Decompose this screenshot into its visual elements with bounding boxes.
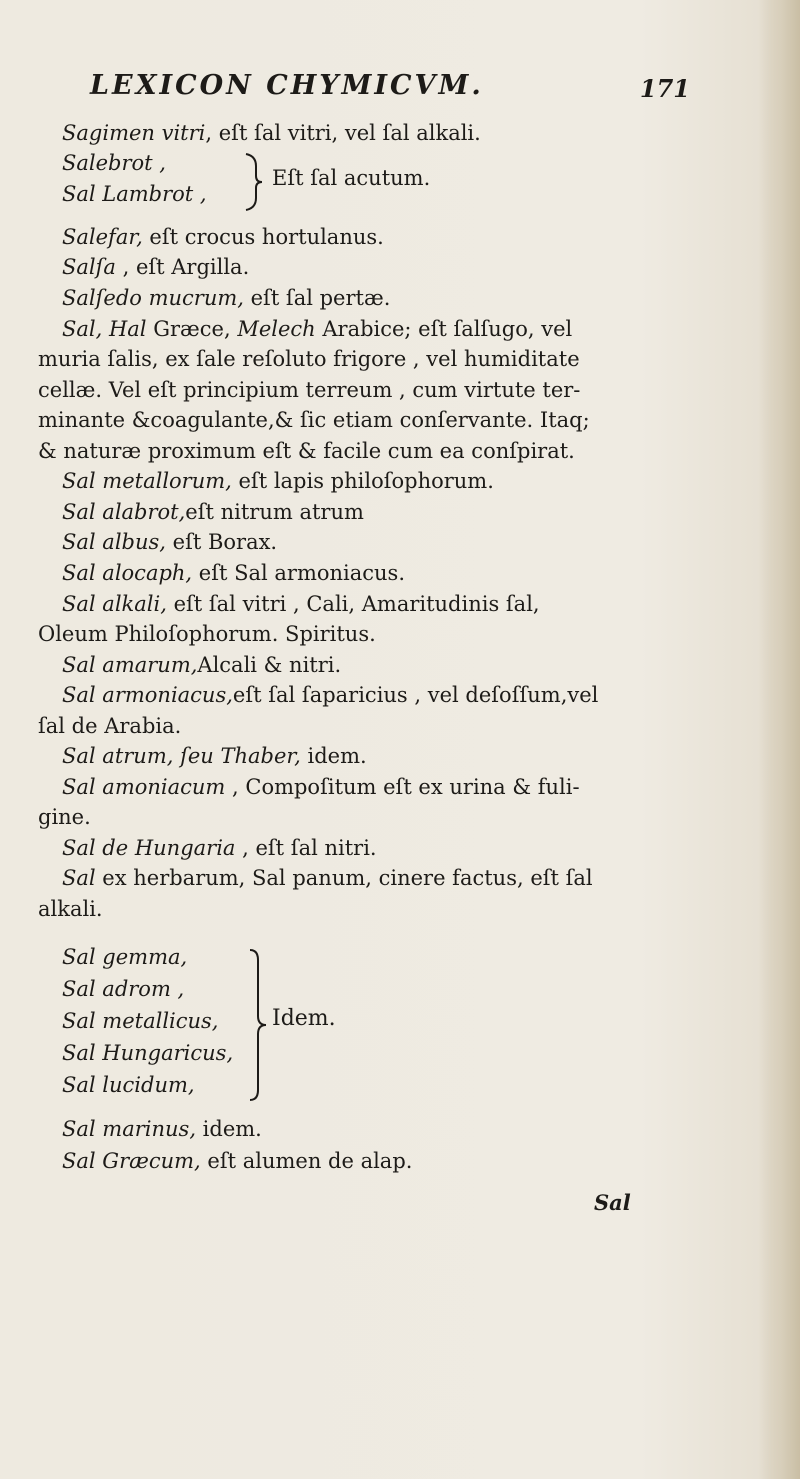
entry-text: eſt ſal vitri , Cali, Amaritudinis ſal, (166, 592, 540, 616)
entry-sal-armoniacus (62, 680, 598, 710)
entry-continuation: gine. (38, 805, 91, 829)
entry-text: , eſt Argilla. (115, 255, 250, 279)
entry-text: idem. (196, 1117, 262, 1141)
entry-term: Salefar, (62, 225, 143, 249)
brace-group-acutum (62, 148, 462, 218)
curly-brace-icon (242, 152, 264, 212)
entry-term: Sagimen vitri (62, 121, 206, 145)
brace-term: Salebrot , (62, 151, 166, 175)
entry-sal-amoniacum (62, 772, 580, 802)
entry-term: Sal atrum, ſeu Thaber, (62, 744, 301, 768)
entry-term: Salſedo mucrum, (62, 286, 244, 310)
entry-sal-alabrot (62, 497, 364, 527)
curly-brace-icon (248, 948, 270, 1102)
entry-text: ex herbarum, Sal panum, cinere factus, eſt ſal (95, 866, 593, 890)
entry-continuation: minante &coagulante,& ſic etiam conſervante. Itaq; (38, 408, 590, 432)
entry-text: idem. (300, 744, 367, 768)
entry-text: , Compoſitum eſt ex urina & fuli- (225, 775, 580, 799)
brace-definition: Eſt ſal acutum. (272, 166, 431, 190)
entry-sal-alocaph (62, 558, 405, 588)
entry-continuation: Oleum Philoſophorum. Spiritus. (38, 622, 376, 646)
entry-salsedo (62, 283, 390, 313)
entry-sal-amarum (62, 650, 341, 680)
brace-term: Sal adrom , (62, 977, 185, 1001)
page-edge-shadow (758, 0, 800, 1479)
entry-term: Sal albus, (62, 530, 166, 554)
entry-continuation: cellæ. Vel eſt principium terreum , cum virtute ter- (38, 378, 581, 402)
entry-text: eſt lapis philoſophorum. (231, 469, 494, 493)
entry-text: , eſt ſal nitri. (235, 836, 377, 860)
entry-text: eſt Sal armoniacus. (192, 561, 406, 585)
entry-text: Arabice; eſt ſalſugo, vel (315, 317, 573, 341)
brace-definition: Idem. (272, 1006, 336, 1031)
entry-text: eſt alumen de alap. (200, 1149, 413, 1173)
entry-term: Sal alocaph, (62, 561, 193, 585)
entry-text: eſt crocus hortulanus. (142, 225, 384, 249)
entry-text: Græce, (146, 317, 238, 341)
entry-text: eſt nitrum atrum (185, 500, 364, 524)
entry-continuation: & naturæ proximum eſt & facile cum ea conſpirat. (38, 439, 575, 463)
entry-term: Sal amarum, (62, 653, 198, 677)
entry-sal-hal (62, 314, 572, 344)
entry-continuation: alkali. (38, 897, 103, 921)
entry-sal-metallorum (62, 466, 494, 496)
entry-text: , eſt ſal vitri, vel ſal alkali. (205, 121, 481, 145)
brace-term: Sal Hungaricus, (62, 1041, 234, 1065)
entry-term: Sal marinus, (62, 1117, 196, 1141)
brace-term: Sal metallicus, (62, 1009, 219, 1033)
brace-group-idem (62, 942, 482, 1112)
entry-sagimen-vitri (62, 118, 481, 148)
entry-term: Sal Græcum, (62, 1149, 201, 1173)
entry-sal-ex-herbarum (62, 863, 593, 893)
entry-text: eſt ſal ſaparicius , vel deſoſſum,vel (232, 683, 599, 707)
entry-sal-albus (62, 527, 277, 557)
running-head: LEXICON CHYMICVM. (90, 70, 484, 101)
entry-term-arabic: Melech (237, 317, 316, 341)
entry-term: Sal metallorum, (62, 469, 232, 493)
entry-sal-marinus (62, 1114, 262, 1144)
brace-term: Sal lucidum, (62, 1073, 195, 1097)
entry-continuation: ſal de Arabia. (38, 714, 182, 738)
entry-term: Salſa (62, 255, 116, 279)
entry-term: Sal (62, 866, 96, 890)
entry-sal-atrum (62, 741, 367, 771)
page-number: 171 (639, 74, 690, 103)
entry-term: Sal de Hungaria (62, 836, 236, 860)
entry-text: eſt Borax. (165, 530, 278, 554)
catchword: Sal (594, 1190, 631, 1215)
entry-term: Sal alabrot, (62, 500, 186, 524)
brace-term: Sal gemma, (62, 945, 188, 969)
entry-term: Sal, Hal (62, 317, 147, 341)
entry-text: Alcali & nitri. (197, 653, 342, 677)
entry-term: Sal armoniacus, (62, 683, 233, 707)
entry-sal-graecum (62, 1146, 412, 1176)
entry-term: Sal alkali, (62, 592, 167, 616)
brace-term: Sal Lambrot , (62, 182, 207, 206)
page-header (90, 70, 690, 110)
entry-sal-de-hungaria (62, 833, 377, 863)
entry-term: Sal amoniacum (62, 775, 226, 799)
entry-continuation: muria ſalis, ex ſale reſoluto frigore , vel humiditate (38, 347, 580, 371)
entry-text: eſt ſal pertæ. (243, 286, 391, 310)
entry-salefar (62, 222, 384, 252)
entry-salsa (62, 252, 249, 282)
entry-sal-alkali (62, 589, 540, 619)
